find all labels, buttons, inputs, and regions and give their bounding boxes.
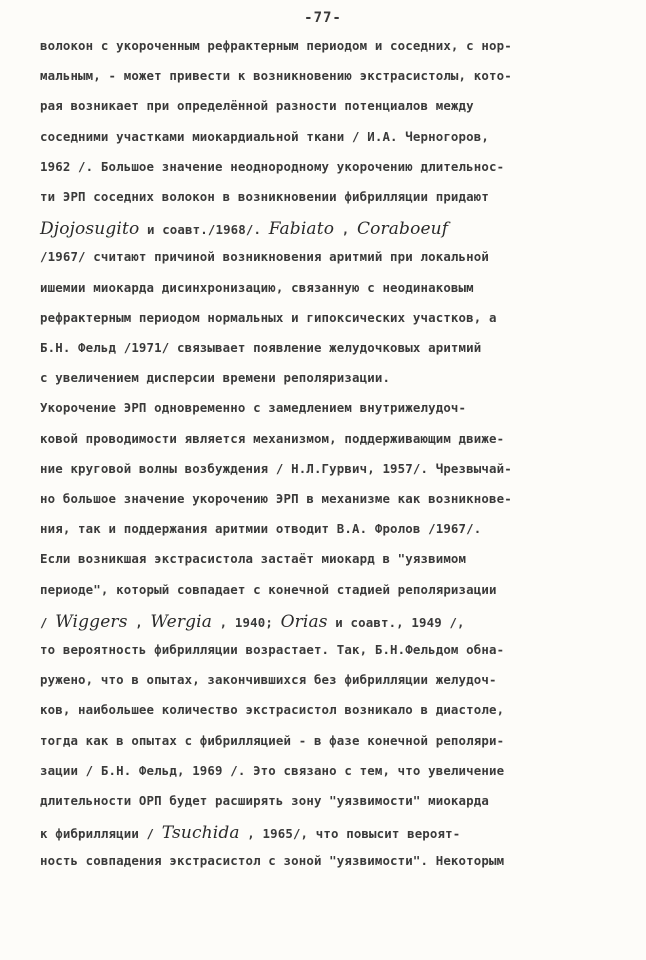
text-line [40,370,390,385]
typed-text: периоде", который совпадает с конечной стадией реполяризации [40,581,497,597]
typed-text: но большое значение укорочению ЭРП в механизме как возникнове- [40,491,512,506]
text-line [40,763,504,778]
text-line [40,400,466,415]
typed-text: ние круговой волны возбуждения / Н.Л.Гурвич, 1957/. Чрезвычай- [40,460,512,476]
typed-text: ружено, что в опытах, закончившихся без фибрилляции желудоч- [40,672,497,688]
handwritten-name: Wiggers [55,611,128,632]
typed-text: и соавт./1968/. [139,222,269,238]
text-line [40,642,504,657]
typed-text: с увеличением дисперсии времени реполяризации. [40,370,391,386]
handwritten-name: Coraboeuf [356,219,449,240]
text-line [40,38,512,53]
typed-text: мальным, - может привести к возникновению экстрасистолы, кото- [40,68,512,84]
handwritten-name: Tsuchida [161,823,240,844]
typed-text: тогда как в опытах с фибрилляцией - в фазе конечной реполяри- [40,732,505,748]
text-line [40,551,466,566]
text-line [40,461,512,476]
text-line [40,98,474,113]
typed-text: к фибрилляции / [40,826,162,842]
text-line [40,823,460,843]
typed-text: ишемии миокарда дисинхронизацию, связанную с неодинаковым [40,279,474,295]
text-line [40,310,497,325]
typed-text: 1962 /. Большое значение неоднородному укорочению длительнос- [40,158,505,174]
typed-text: ти ЭРП соседних волокон в возникновении фибрилляции придают [40,189,489,204]
typed-text: ковой проводимости является механизмом, поддерживающим движе- [40,430,505,446]
text-line [40,582,497,597]
text-line [40,431,504,446]
typed-text: , [127,614,151,630]
handwritten-name: Djojosugito [40,219,140,240]
text-line [40,733,504,748]
text-line [40,159,504,174]
typed-text: зации / Б.Н. Фельд, 1969 /. Это связано с тем, что увеличение [40,762,505,778]
text-line [40,672,497,687]
text-line [40,491,512,506]
typed-text: / [40,614,56,630]
typed-text: Укорочение ЭРП одновременно с замедлением внутрижелудоч- [40,400,467,416]
handwritten-name: Orias [280,611,328,632]
handwritten-name: Wergia [150,611,213,632]
typed-text: ния, так и поддержания аритмии отводит В.А. Фролов /1967/. [40,521,482,537]
text-line [40,280,474,295]
typed-text: то вероятность фибрилляции возрастает. Так, Б.Н.Фельдом обна- [40,642,505,657]
typed-text: ность совпадения экстрасистол с зоной "уязвимости". Некоторым [40,853,505,869]
typed-text: /1967/ считают причиной возникновения аритмий при локальной [40,249,489,265]
typed-text: длительности ОРП будет расширять зону "уязвимости" миокарда [40,793,489,808]
text-line [40,189,489,204]
typed-text: и соавт., 1949 /, [327,614,465,630]
typed-text: рая возникает при определённой разности потенциалов между [40,98,474,114]
handwritten-name: Fabiato [268,219,335,240]
typed-text: , 1965/, что повысит вероят- [239,826,461,842]
text-line [40,340,481,355]
text-line [40,702,504,717]
text-line [40,249,489,264]
typed-text: , [334,222,357,238]
text-line [40,612,465,632]
typed-text: ков, наибольшее количество экстрасистол возникало в диастоле, [40,702,505,718]
typed-text: соседними участками миокардиальной ткани / И.А. Черногоров, [40,128,489,144]
typed-text: Если возникшая экстрасистола застаёт миокард в "уязвимом [40,551,467,567]
typed-text: , 1940; [212,614,281,630]
text-line [40,521,481,536]
text-line [40,129,489,144]
typed-text: рефрактерным периодом нормальных и гипоксических участков, а [40,309,497,325]
text-line [40,219,448,239]
text-line [40,68,512,83]
page-number: -77- [304,10,342,26]
text-line [40,793,489,808]
typed-text: Б.Н. Фельд /1971/ связывает появление желудочковых аритмий [40,340,482,355]
text-line [40,853,504,868]
typed-text: волокон с укороченным рефрактерным периодом и соседних, с нор- [40,38,512,53]
